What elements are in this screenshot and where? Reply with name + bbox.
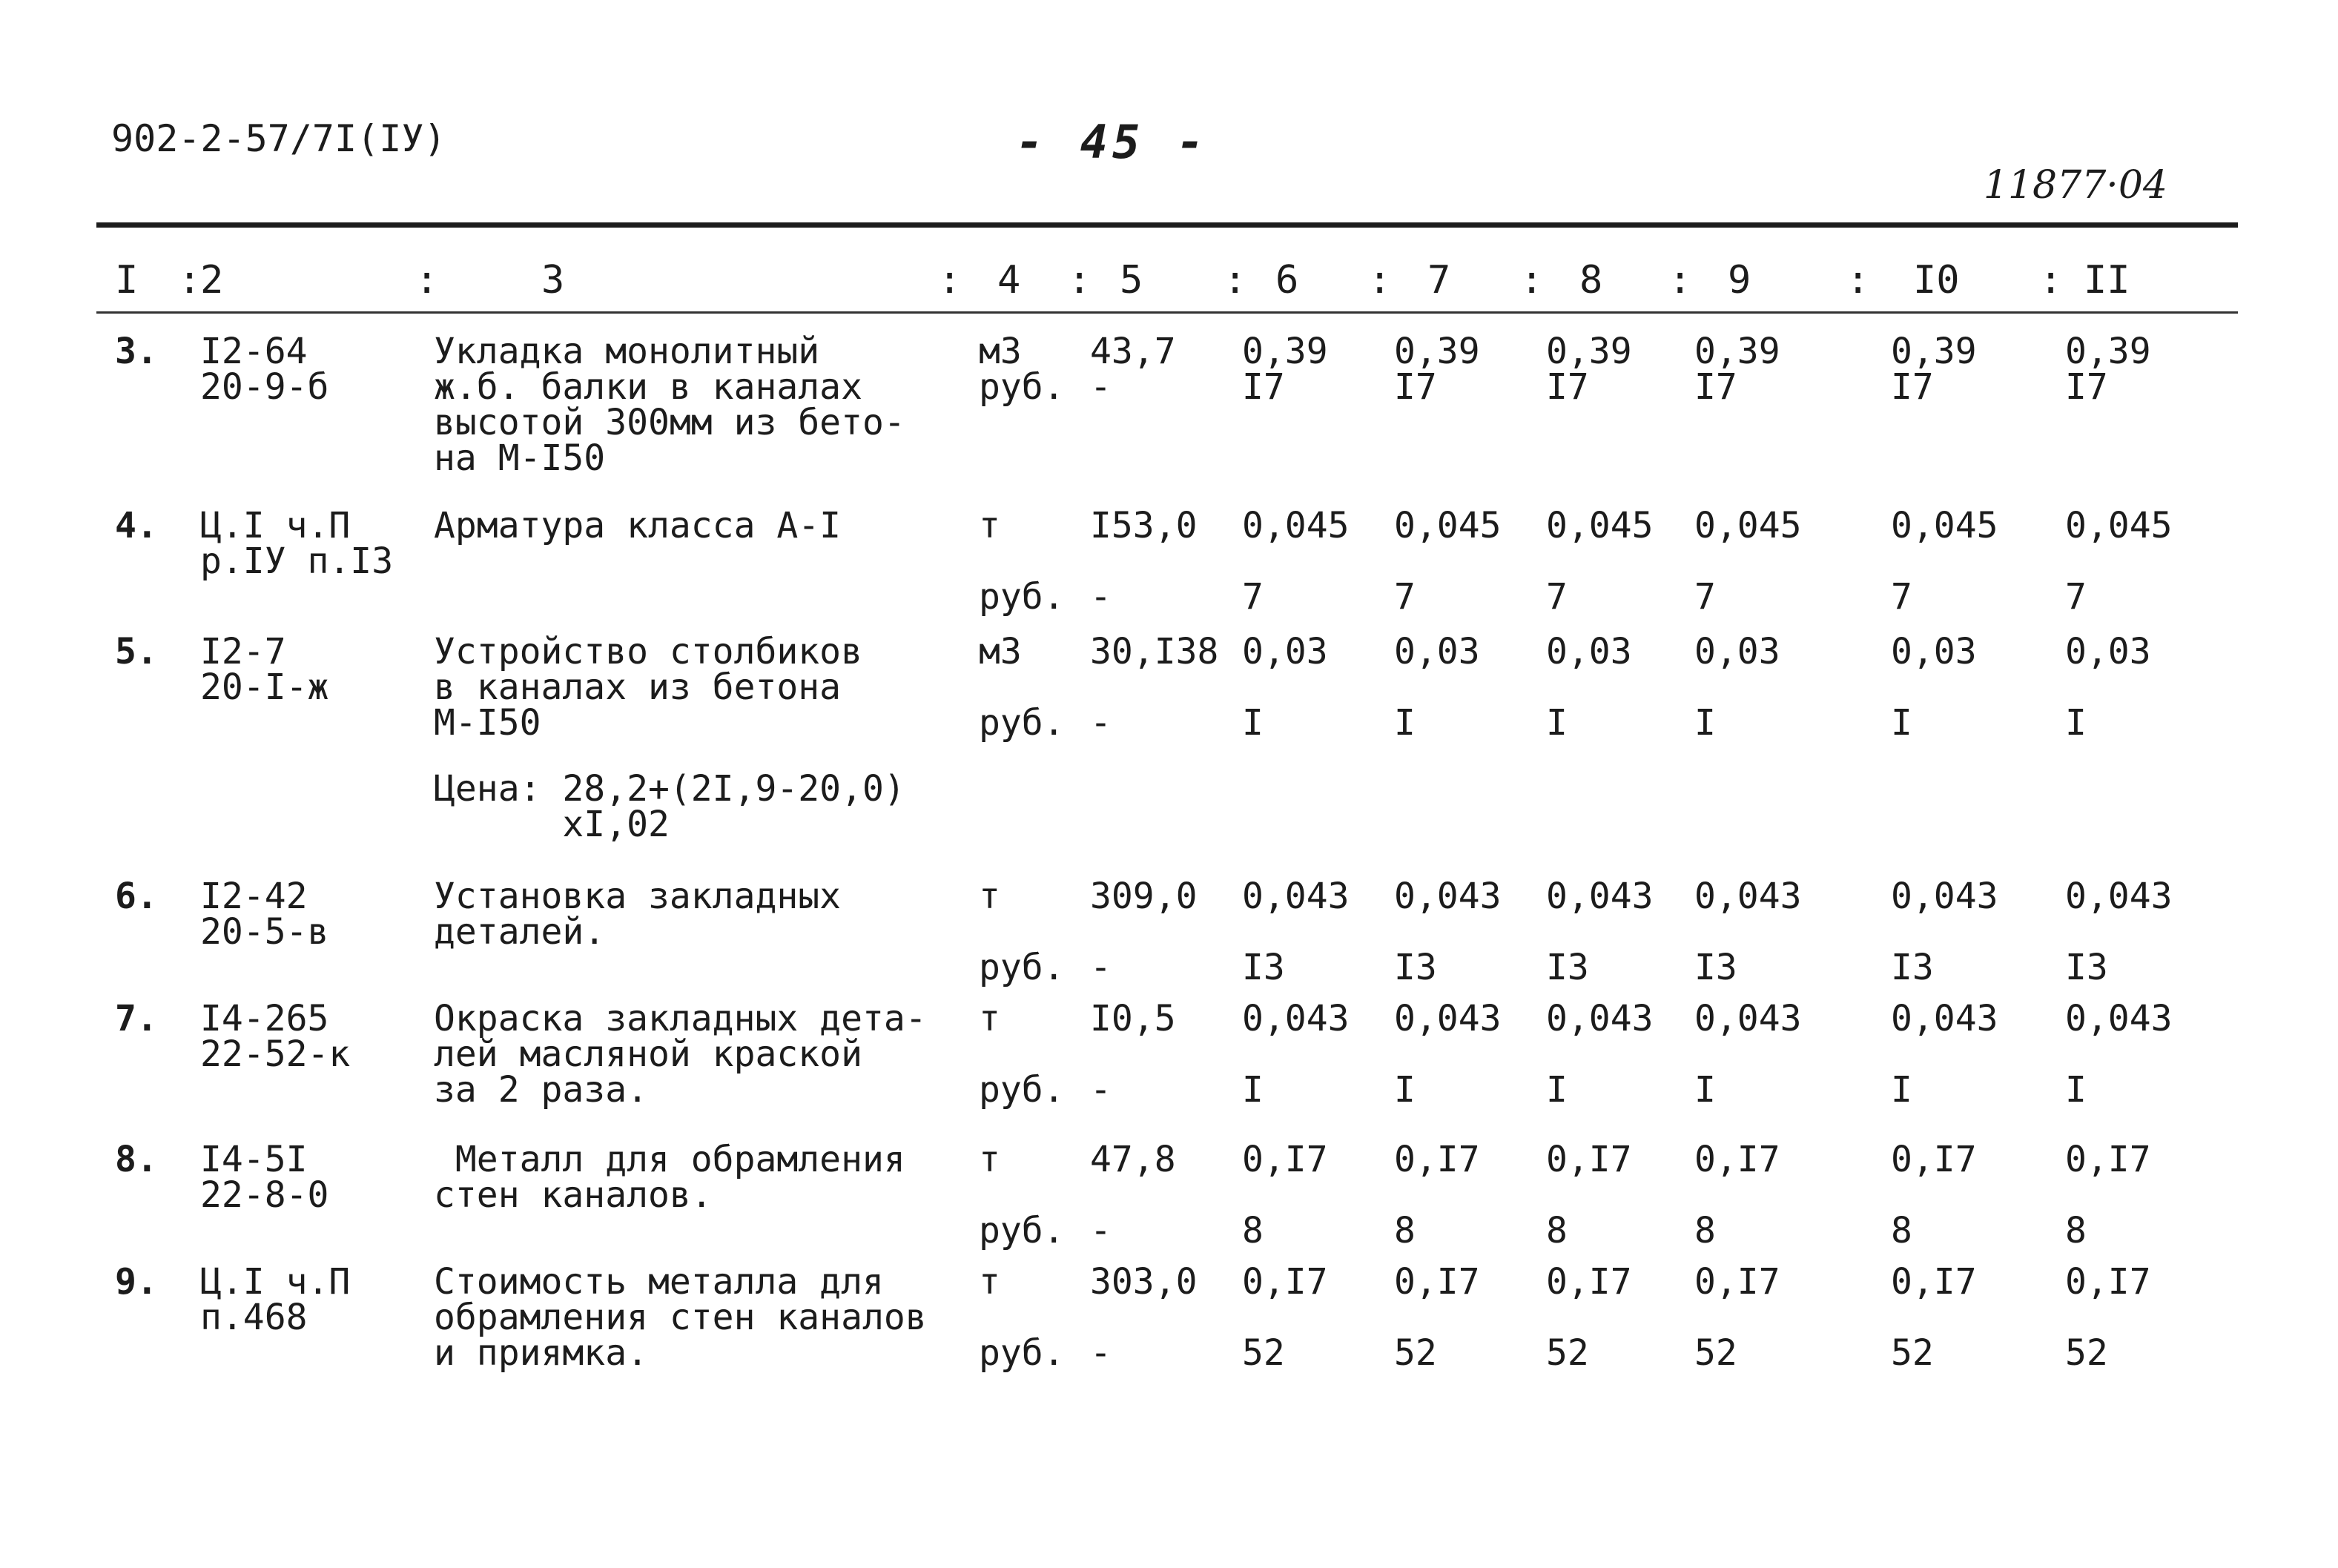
row-value-col-6: 0,I7 8 (1242, 1139, 1328, 1251)
row-unit: м3 руб. (979, 331, 1065, 408)
row-quantity: I53,0 - (1090, 505, 1198, 618)
row-value-col-9: 0,39 I7 (1694, 331, 1780, 408)
row-unit: т руб. (979, 505, 1065, 618)
row-quantity: 309,0 - (1090, 876, 1198, 988)
row-code: I2-64 20-9-б (200, 331, 329, 408)
row-value-col-7: 0,39 I7 (1394, 331, 1480, 408)
row-number: 6. (115, 876, 158, 917)
row-code: Ц.I ч.П п.468 (200, 1261, 351, 1338)
row-value-col-8: 0,043 I3 (1546, 876, 1654, 988)
row-number: 8. (115, 1139, 158, 1180)
row-value-col-6: 0,03 I (1242, 631, 1328, 744)
row-value-col-8: 0,I7 52 (1546, 1261, 1632, 1374)
row-value-col-7: 0,043 I (1394, 998, 1502, 1111)
row-description: Стоимость металла для обрамления стен каналов и приямка. (434, 1261, 927, 1374)
row-value-col-8: 0,03 I (1546, 631, 1632, 744)
row-code: I4-5I 22-8-0 (200, 1139, 329, 1216)
row-unit: т руб. (979, 876, 1065, 988)
column-header-8: 8 (1579, 258, 1603, 302)
row-value-col-11: 0,03 I (2065, 631, 2151, 744)
row-value-col-11: 0,39 I7 (2065, 331, 2151, 408)
row-value-col-8: 0,045 7 (1546, 505, 1654, 618)
row-value-col-10: 0,I7 8 (1891, 1139, 1977, 1251)
row-value-col-10: 0,39 I7 (1891, 331, 1977, 408)
column-header-4: 4 (997, 258, 1021, 302)
row-quantity: 43,7 - (1090, 331, 1176, 408)
row-value-col-10: 0,043 I3 (1891, 876, 1998, 988)
column-header-2: 2 (200, 258, 224, 302)
header-rule (96, 311, 2238, 314)
row-value-col-10: 0,I7 52 (1891, 1261, 1977, 1374)
row-value-col-11: 0,043 I3 (2065, 876, 2173, 988)
column-header-11: II (2084, 258, 2130, 302)
row-value-col-8: 0,043 I (1546, 998, 1654, 1111)
column-separator: : (1368, 258, 1392, 302)
column-separator: : (1068, 258, 1092, 302)
column-header-10: I0 (1913, 258, 1960, 302)
row-value-col-9: 0,043 I (1694, 998, 1802, 1111)
top-rule (96, 222, 2238, 228)
row-value-col-11: 0,I7 8 (2065, 1139, 2151, 1251)
column-separator: : (178, 258, 202, 302)
row-code: I2-42 20-5-в (200, 876, 329, 953)
row-value-col-7: 0,I7 52 (1394, 1261, 1480, 1374)
column-separator: : (415, 258, 439, 302)
row-code: I2-7 20-I-ж (200, 631, 329, 708)
column-separator: : (1846, 258, 1870, 302)
row-value-col-11: 0,045 7 (2065, 505, 2173, 618)
row-value-col-7: 0,045 7 (1394, 505, 1502, 618)
row-value-col-6: 0,39 I7 (1242, 331, 1328, 408)
row-value-col-9: 0,03 I (1694, 631, 1780, 744)
column-separator: : (2039, 258, 2063, 302)
column-header-6: 6 (1275, 258, 1299, 302)
document-code: 902-2-57/7I(IУ) (111, 117, 446, 160)
row-value-col-11: 0,I7 52 (2065, 1261, 2151, 1374)
row-value-col-6: 0,045 7 (1242, 505, 1350, 618)
row-code: I4-265 22-52-к (200, 998, 351, 1075)
row-description: Установка закладных деталей. (434, 876, 842, 953)
row-value-col-8: 0,I7 8 (1546, 1139, 1632, 1251)
row-value-col-6: 0,043 I3 (1242, 876, 1350, 988)
column-header-7: 7 (1427, 258, 1451, 302)
row-value-col-10: 0,03 I (1891, 631, 1977, 744)
row-value-col-7: 0,I7 8 (1394, 1139, 1480, 1251)
row-value-col-11: 0,043 I (2065, 998, 2173, 1111)
row-unit: т руб. (979, 1139, 1065, 1251)
column-separator: : (1668, 258, 1692, 302)
column-header-5: 5 (1120, 258, 1143, 302)
row-number: 3. (115, 331, 158, 372)
row-unit: т руб. (979, 998, 1065, 1111)
row-description: Укладка монолитный ж.б. балки в каналах высотой 300мм из бето- на М-I50 (434, 331, 905, 479)
row-description: Арматура класса А-I (434, 505, 842, 546)
row-number: 9. (115, 1261, 158, 1303)
row-value-col-8: 0,39 I7 (1546, 331, 1632, 408)
column-header-9: 9 (1728, 258, 1751, 302)
row-code: Ц.I ч.П р.IУ п.I3 (200, 505, 394, 582)
row-value-col-9: 0,I7 52 (1694, 1261, 1780, 1374)
row-value-col-6: 0,043 I (1242, 998, 1350, 1111)
row-quantity: 30,I38 - (1090, 631, 1219, 744)
column-separator: : (938, 258, 962, 302)
column-header-1: I (115, 258, 139, 302)
row-value-col-6: 0,I7 52 (1242, 1261, 1328, 1374)
row-quantity: 303,0 - (1090, 1261, 1198, 1374)
row-quantity: 47,8 - (1090, 1139, 1176, 1251)
column-header-3: 3 (541, 258, 565, 302)
row-value-col-7: 0,043 I3 (1394, 876, 1502, 988)
page-number: - 45 - (1016, 115, 1209, 169)
row-unit: м3 руб. (979, 631, 1065, 744)
row-description: Цена: 28,2+(2I,9-20,0) хI,02 (434, 768, 905, 845)
row-number: 5. (115, 631, 158, 672)
column-separator: : (1224, 258, 1247, 302)
row-number: 4. (115, 505, 158, 546)
row-value-col-7: 0,03 I (1394, 631, 1480, 744)
row-value-col-9: 0,045 7 (1694, 505, 1802, 618)
row-value-col-9: 0,043 I3 (1694, 876, 1802, 988)
row-description: Металл для обрамления стен каналов. (434, 1139, 905, 1216)
row-description: Окраска закладных дета- лей масляной краской за 2 раза. (434, 998, 927, 1111)
row-unit: т руб. (979, 1261, 1065, 1374)
row-value-col-10: 0,043 I (1891, 998, 1998, 1111)
row-value-col-9: 0,I7 8 (1694, 1139, 1780, 1251)
archive-number: 11877·04 (1983, 163, 2167, 208)
row-number: 7. (115, 998, 158, 1039)
row-quantity: I0,5 - (1090, 998, 1176, 1111)
row-value-col-10: 0,045 7 (1891, 505, 1998, 618)
column-separator: : (1520, 258, 1544, 302)
row-description: Устройство столбиков в каналах из бетона М-I50 (434, 631, 862, 744)
